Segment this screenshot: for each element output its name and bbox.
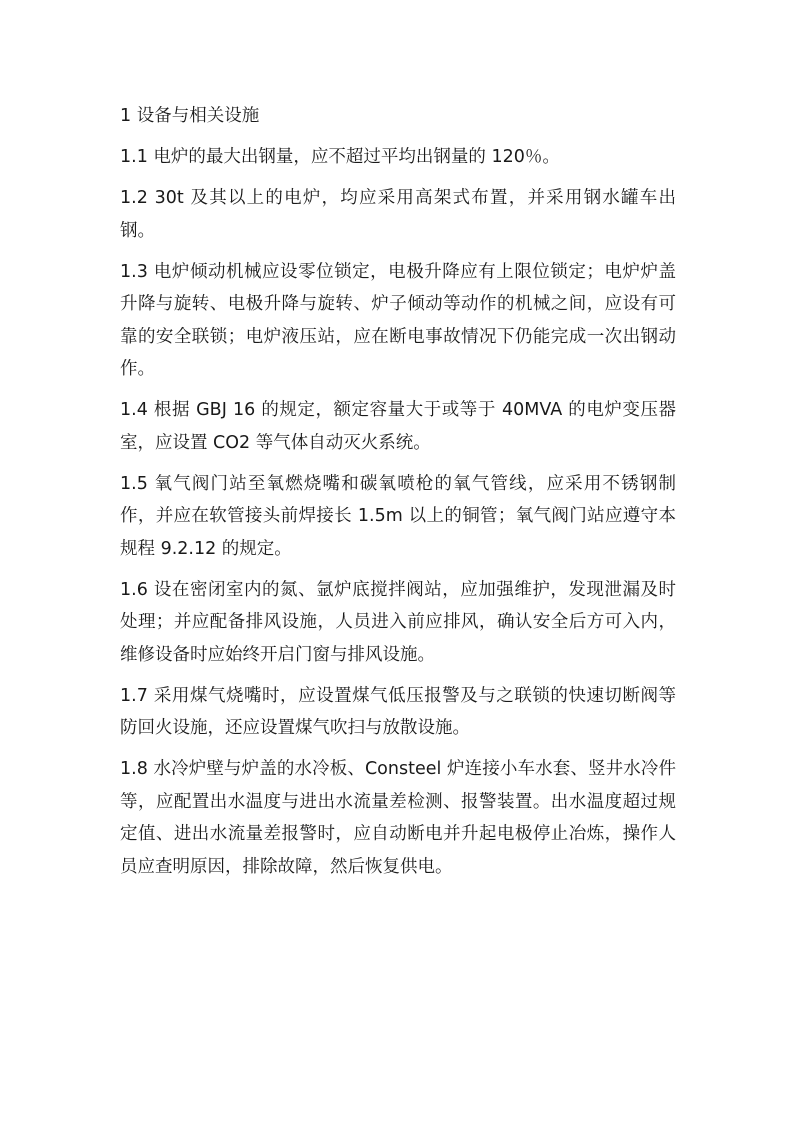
section-heading: 1 设备与相关设施 xyxy=(120,106,260,126)
paragraph-1-8: 1.8 水冷炉壁与炉盖的水冷板、Consteel 炉连接小车水套、竖井水冷件等，应配置出水温度与进出水流量差检测、报警装置。出水温度超过规定值、进出水流量差报警时，应自动断电并升起电极停止冶炼，操作人员应查明原因，排除故障，然后恢复供电。 xyxy=(120,759,676,877)
paragraph-1-2: 1.2 30t 及其以上的电炉，均应采用高架式布置，并采用钢水罐车出钢。 xyxy=(120,188,676,241)
paragraph-1-5: 1.5 氧气阀门站至氧燃烧嘴和碳氧喷枪的氧气管线，应采用不锈钢制作，并应在软管接头前焊接长 1.5m 以上的铜管；氧气阀门站应遵守本规程 9.2.12 的规定。 xyxy=(120,473,676,559)
paragraph-1-7: 1.7 采用煤气烧嘴时，应设置煤气低压报警及与之联锁的快速切断阀等防回火设施，还应设置煤气吹扫与放散设施。 xyxy=(120,685,676,738)
document-body xyxy=(120,100,676,883)
paragraph-1-1: 1.1 电炉的最大出钢量，应不超过平均出钢量的 120％。 xyxy=(120,147,560,167)
paragraph-1-3: 1.3 电炉倾动机械应设零位锁定，电极升降应有上限位锁定；电炉炉盖升降与旋转、电极升降与旋转、炉子倾动等动作的机械之间，应设有可靠的安全联锁；电炉液压站，应在断电事故情况下仍能完成一次出钢动作。 xyxy=(120,261,676,379)
paragraph-1-4: 1.4 根据 GBJ 16 的规定，额定容量大于或等于 40MVA 的电炉变压器室，应设置 CO2 等气体自动灭火系统。 xyxy=(120,400,676,453)
paragraph-1-6: 1.6 设在密闭室内的氮、氩炉底搅拌阀站，应加强维护，发现泄漏及时处理；并应配备排风设施，人员进入前应排风，确认安全后方可入内，维修设备时应始终开启门窗与排风设施。 xyxy=(120,579,676,665)
